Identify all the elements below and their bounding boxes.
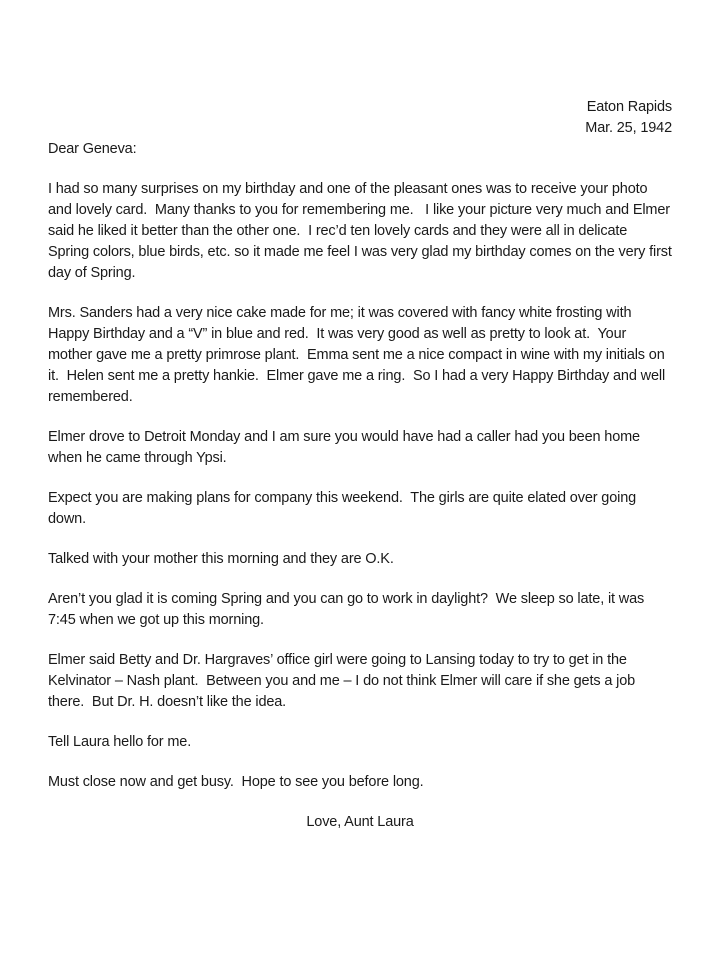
letter-paragraph: Aren’t you glad it is coming Spring and you can go to work in daylight? We sleep so late, it was 7:45 when we got up this morning.	[48, 591, 649, 628]
salutation: Dear Geneva:	[48, 141, 137, 157]
letter-paragraph: Mrs. Sanders had a very nice cake made for me; it was covered with fancy white frosting with Happy Birthday and a “V” in blue and red. It was very good as well as pretty to look at. Your mother gave me a pretty primrose plant. Emma sent me a nice compact in wine with my initials on it. Helen sent me a pretty hankie. Elmer gave me a ring. So I had a very Happy Birthday and well remembered.	[48, 305, 669, 405]
letter-paragraph: Expect you are making plans for company this weekend. The girls are quite elated over going down.	[48, 490, 640, 527]
letter-paragraph: Elmer drove to Detroit Monday and I am sure you would have had a caller had you been home when he came through Ypsi.	[48, 429, 644, 466]
letter-paragraph: Elmer said Betty and Dr. Hargraves’ office girl were going to Lansing today to try to get in the Kelvinator – Nash plant. Between you and me – I do not think Elmer will care if she gets a job there. But Dr. H. doesn’t like the idea.	[48, 652, 639, 710]
letter-paragraph: I had so many surprises on my birthday and one of the pleasant ones was to receive your photo and lovely card. Many thanks to you for remembering me. I like your picture very much and Elmer said he liked it better than the other one. I rec’d ten lovely cards and they were all in delicate Spring colors, blue birds, etc. so it made me feel I was very glad my birthday comes on the very first day of Spring.	[48, 181, 676, 281]
letter-paragraph: Must close now and get busy. Hope to see you before long.	[48, 774, 424, 790]
letter-place: Eaton Rapids	[586, 99, 672, 115]
letter-header	[48, 97, 672, 139]
signoff: Love, Aunt Laura	[306, 814, 414, 830]
letter-paragraph: Talked with your mother this morning and they are O.K.	[48, 551, 394, 567]
letter-date: Mar. 25, 1942	[585, 120, 672, 136]
letter-paragraph: Tell Laura hello for me.	[48, 734, 192, 750]
